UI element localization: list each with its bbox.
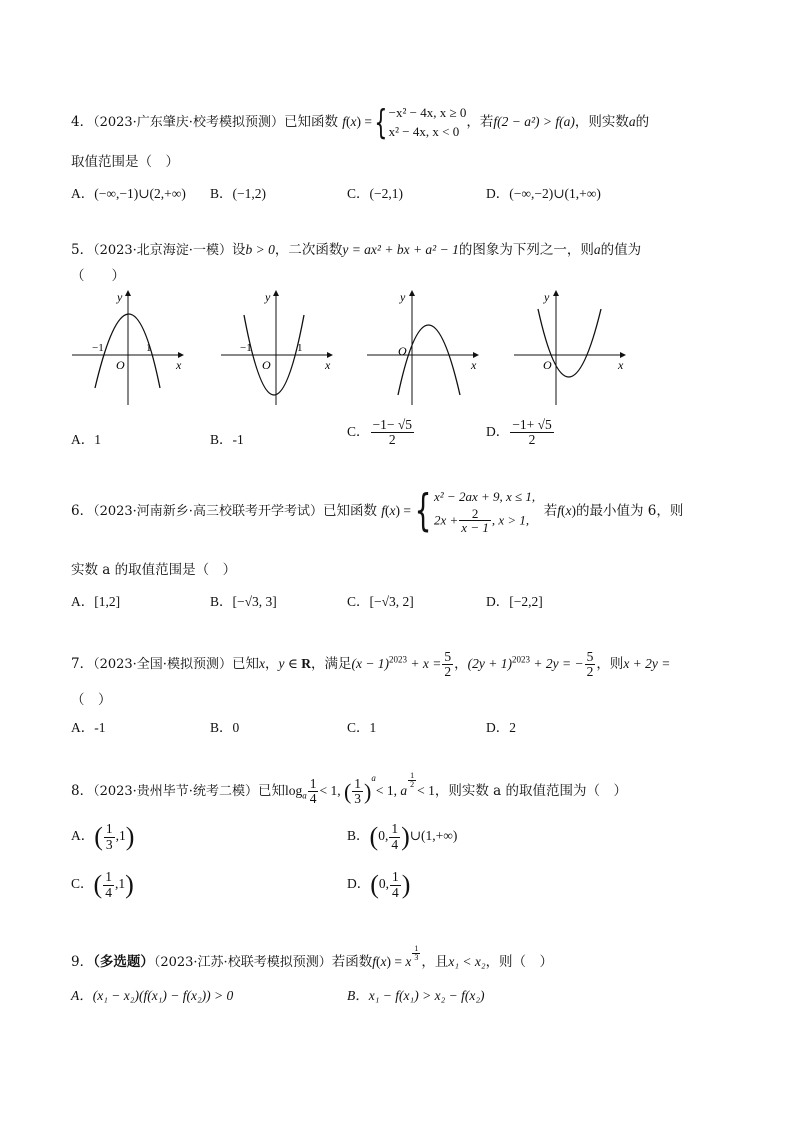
- q8-stem: [71, 772, 627, 807]
- q7-option-c: C．1: [347, 720, 377, 735]
- q5-g2-origin: O: [262, 358, 271, 372]
- q5-g4-x-label: x: [618, 358, 624, 372]
- q7-option-d: D．2: [486, 720, 516, 735]
- q5-option-d-den: 2: [528, 432, 536, 448]
- q8-option-c-label: C．: [71, 876, 94, 892]
- q5-text-a: 设: [231, 242, 246, 258]
- q5-blank: （ ）: [71, 268, 125, 284]
- q7-exp2: 2023: [511, 654, 530, 665]
- q8-option-a-den: 3: [105, 836, 113, 852]
- q8-option-c: C．( $\frac{1}{4}$ ,1): [71, 869, 134, 900]
- q4-case1: −x² − 4x, x ≥ 0: [388, 105, 467, 120]
- q5-graph-2: [221, 290, 332, 405]
- q4-stem: 4．（2023·广东肇庆·校考模拟预测）已知函数 f(x) ={−x² − 4x, x ≥ 0 x² − 4x, x < 0，若f(2 − a²) > f(a)，则实数a的: [71, 102, 650, 143]
- q6-option-b: B．[−√3, 3]: [210, 594, 277, 609]
- q5-graph-3: [367, 290, 478, 405]
- q7-number: 7．: [71, 656, 94, 673]
- q5-source: （2023·北京海淀·一模）: [93, 243, 232, 258]
- q5-number: 5．: [71, 242, 94, 258]
- q5-g2-neg1: −1: [240, 342, 252, 354]
- q7-blank: （ ）: [71, 692, 112, 708]
- q6-source: （2023·河南新乡·高三校联考开学考试）: [93, 503, 323, 519]
- q4-option-d: D．(−∞,−2)∪(1,+∞): [486, 186, 601, 201]
- q8-number: 8．: [71, 782, 94, 799]
- q6-stem-line2: 实数 a 的取值范围是（ ）: [71, 562, 237, 578]
- q5-option-c: [347, 418, 415, 447]
- q4-number: 4．: [71, 114, 94, 131]
- q6-number: 6．: [71, 502, 94, 519]
- q9-tag: （多选题）: [93, 953, 154, 970]
- q7-expr1b: + x =: [407, 656, 442, 672]
- q5-text-b: ，二次函数: [274, 242, 343, 258]
- q7-text-a: 已知: [231, 656, 259, 673]
- q4-source: （2023·广东肇庆·校考模拟预测）: [93, 115, 284, 131]
- q6-option-d: D．[−2,2]: [486, 594, 543, 609]
- q5-g4-y-label: y: [544, 290, 550, 304]
- q5-text-c: 的图象为下列之一，则: [458, 242, 594, 258]
- q6-case2-num: 2: [459, 507, 491, 522]
- q5-option-a: A．1: [71, 432, 101, 447]
- q6-option-a: A．[1,2]: [71, 594, 121, 609]
- q6-text-c: 的最小值为 6，则: [576, 502, 684, 519]
- q8-option-a: A．( $\frac{1}{3}$ ,1): [71, 821, 135, 852]
- q5-option-d-num: −1+ √5: [512, 417, 552, 432]
- q8-option-d-label: D．: [347, 876, 371, 892]
- q8-option-d: D．(0, $\frac{1}{4}$ ): [347, 869, 411, 900]
- q4-brace: {: [374, 102, 388, 143]
- q5-g2-x-label: x: [325, 358, 331, 372]
- q8-option-c-rest: ,1: [114, 876, 126, 892]
- q8-text-b: ，则实数 a 的取值范围为（ ）: [434, 782, 628, 799]
- q5-function: y = ax² + bx + a² − 1: [342, 242, 459, 257]
- q6-cases: [434, 488, 535, 535]
- q8-option-a-label: A．: [71, 828, 95, 844]
- q8-option-d-pre: 0,: [378, 876, 390, 892]
- q8-conditions: $\log_a$ $\frac{1}{4}$ < 1, ( $\frac{1}{3}$ )$^a$< 1, a $^{\frac{1}{2}}$ < 1: [284, 771, 435, 807]
- q9-text-a: 若函数: [331, 953, 373, 970]
- q9-source: （2023·江苏·校联考模拟预测）: [153, 954, 332, 970]
- q4-text-c: ，则实数: [574, 114, 629, 131]
- q6-text-a: 已知函数: [322, 502, 377, 519]
- q6-case2-den: x − 1: [461, 520, 489, 536]
- q9-stem: 9．（多选题）（2023·江苏·校联考模拟预测）若函数f(x) = x $^{\frac{1}{3}}$ ，且x₁ < x₂，则（ ）: [71, 944, 554, 970]
- q5-g3-origin: O: [398, 344, 407, 358]
- q4-text-b: ，若: [466, 114, 494, 131]
- q9-option-b: B．x₁ − f(x₁) > x₂ − f(x₂): [347, 988, 485, 1003]
- q5-option-c-label: C．: [347, 423, 370, 439]
- q4-option-c: C．(−2,1): [347, 186, 403, 201]
- q5-condition: b > 0: [245, 242, 275, 257]
- q4-text-d: 的: [635, 114, 650, 131]
- q9-text-c: ，则（ ）: [485, 953, 554, 970]
- q6-case2-a: 2x +: [434, 512, 459, 528]
- q7-source: （2023·全国·模拟预测）: [93, 657, 232, 673]
- q4-option-a: A．(−∞,−1)∪(2,+∞): [71, 186, 186, 201]
- q5-g3-x-label: x: [471, 358, 477, 372]
- q4-text-a: 已知函数: [283, 114, 338, 131]
- q8-option-b: B．(0, $\frac{1}{4}$ )∪(1,+∞): [347, 821, 458, 852]
- q5-option-b: B．-1: [210, 432, 244, 447]
- q5-g2-one: 1: [297, 342, 303, 354]
- q5-g1-origin: O: [116, 358, 125, 372]
- q4-condition: f(2 − a²) > f(a): [493, 114, 575, 130]
- q7-frac2-den: 2: [586, 664, 594, 680]
- q7-exp1: 2023: [389, 654, 408, 665]
- q5-option-c-num: −1− √5: [372, 417, 413, 432]
- q5-g3-y-label: y: [400, 290, 406, 304]
- q8-text-a: 已知: [257, 782, 285, 799]
- q7-text-b: ，满足: [310, 656, 352, 673]
- q7-frac1-den: 2: [444, 664, 452, 680]
- q7-expr2b: + 2y = −: [529, 656, 584, 672]
- q4-cases: [389, 104, 467, 141]
- q5-g1-x-label: x: [176, 358, 182, 372]
- q8-option-b-num: 1: [391, 821, 399, 837]
- q8-option-a-rest: ,1: [115, 828, 126, 844]
- q5-option-d: [486, 418, 555, 447]
- q5-graph-4: [514, 290, 625, 405]
- q8-option-b-rest: ∪(1,+∞): [409, 828, 458, 844]
- q8-option-c-num: 1: [105, 869, 112, 885]
- q7-expr1: (x − 1): [351, 656, 390, 672]
- q8-option-b-label: B．: [347, 828, 370, 844]
- q7-stem: 7．（2023·全国·模拟预测）已知x，y ∈ R，满足$(x - 1)^{2023} + x$ = $\frac{5}{2}$ ，$(2y + 1)^{2023} + 2y$ = − $\frac{5}{2}$ ，则x + 2y =: [71, 649, 671, 680]
- q5-option-c-den: 2: [388, 432, 396, 448]
- q5-g1-y-label: y: [117, 290, 123, 304]
- q7-frac1-num: 5: [444, 649, 452, 664]
- q6-case2-b: , x > 1,: [491, 512, 530, 528]
- q4-stem-line2: 取值范围是（ ）: [71, 154, 179, 170]
- q8-option-b-den: 4: [391, 836, 399, 852]
- q8-option-d-num: 1: [392, 869, 399, 885]
- q6-stem: 6．（2023·河南新乡·高三校联考开学考试）已知函数 f(x) ={ x² − 2ax + 9, x ≤ 1, 2x + $\frac{2}{x - 1}$ , x > 1, 若f(x)的最小值为 6，则: [71, 485, 684, 537]
- q7-option-a: A．-1: [71, 720, 106, 735]
- q5-g4-origin: O: [543, 358, 552, 372]
- q9-condition: x₁ < x₂: [448, 953, 486, 969]
- q7-frac2-num: 5: [586, 649, 594, 664]
- q7-text-d: x + 2y =: [623, 656, 671, 672]
- q5-text-d: 的值为: [600, 242, 642, 258]
- q9-text-b: ，且: [421, 953, 449, 970]
- q8-source: （2023·贵州毕节·统考二模）: [93, 783, 258, 799]
- q5-graphs: [0, 285, 794, 415]
- q5-g1-one: 1: [146, 342, 152, 354]
- q7-text-c: ，则: [596, 656, 624, 673]
- q7-option-b: B．0: [210, 720, 240, 735]
- q9-option-a: A．(x₁ − x₂)(f(x₁) − f(x₂)) > 0: [71, 988, 234, 1003]
- q5-stem: 5．（2023·北京海淀·一模）设b > 0，二次函数y = ax² + bx + a² − 1的图象为下列之一，则a的值为: [71, 242, 642, 258]
- q7-expr2: (2y + 1): [467, 656, 512, 672]
- q4-case2: x² − 4x, x < 0: [388, 123, 460, 139]
- q6-option-c: C．[−√3, 2]: [347, 594, 414, 609]
- q5-graph-1: [72, 290, 183, 405]
- q4-option-b: B．(−1,2): [210, 186, 266, 201]
- q9-number: 9．: [71, 953, 94, 970]
- q6-brace: {: [414, 485, 432, 537]
- q8-option-a-num: 1: [105, 821, 113, 837]
- q6-text-b: 若: [543, 502, 558, 519]
- q5-option-d-label: D．: [486, 423, 510, 439]
- q6-case1: x² − 2ax + 9, x ≤ 1,: [434, 489, 536, 504]
- q5-g1-neg1: −1: [92, 342, 104, 354]
- q5-g2-y-label: y: [265, 290, 271, 304]
- q8-option-c-den: 4: [105, 884, 112, 900]
- q8-option-d-den: 4: [392, 884, 399, 900]
